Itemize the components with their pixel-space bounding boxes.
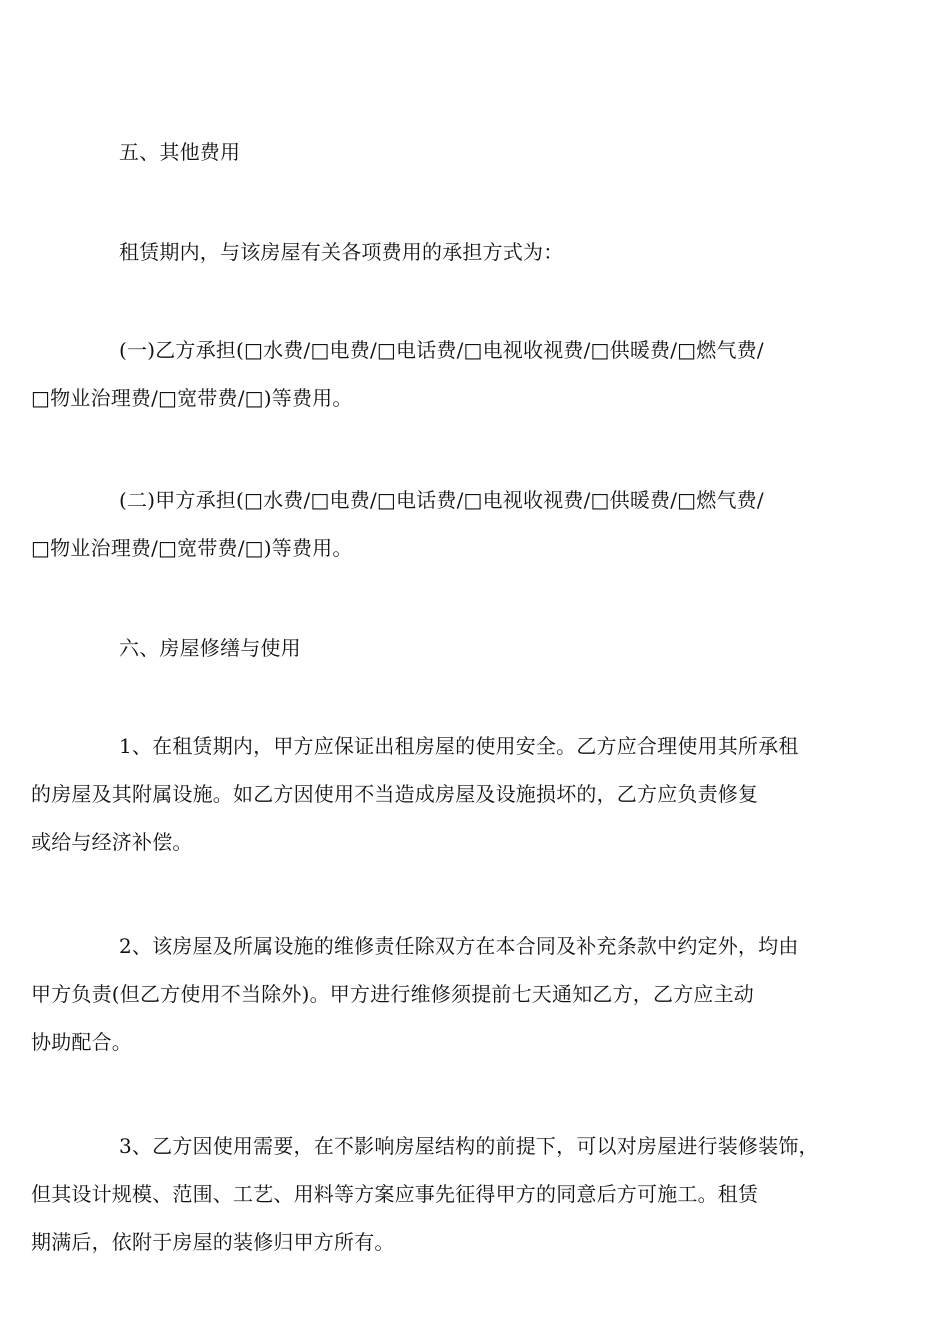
paragraph-line: □物业治理费/□宽带费/□)等费用。 xyxy=(31,386,353,410)
paragraph-clause-1 xyxy=(31,722,885,866)
paragraph-line: □物业治理费/□宽带费/□)等费用。 xyxy=(31,536,353,560)
paragraph-line: 期满后，依附于房屋的装修归甲方所有。 xyxy=(31,1230,395,1254)
paragraph-clause-2 xyxy=(31,922,885,1066)
paragraph-tenant-fees xyxy=(31,326,885,422)
paragraph-line: 租赁期内，与该房屋有关各项费用的承担方式为： xyxy=(119,240,564,264)
paragraph-clause-3 xyxy=(31,1122,885,1266)
paragraph-line: 甲方负责(但乙方使用不当除外)。甲方进行维修须提前七天通知乙方，乙方应主动 xyxy=(31,982,755,1006)
paragraph-line: (二)甲方承担(□水费/□电费/□电话费/□电视收视费/□供暖费/□燃气费/ xyxy=(119,488,764,512)
heading-text: 五、其他费用 xyxy=(119,140,241,164)
paragraph-line: (一)乙方承担(□水费/□电费/□电话费/□电视收视费/□供暖费/□燃气费/ xyxy=(119,338,764,362)
paragraph-fee-intro xyxy=(75,228,885,276)
paragraph-line: 协助配合。 xyxy=(31,1030,132,1054)
paragraph-line: 2、该房屋及所属设施的维修责任除双方在本合同及补充条款中约定外，均由 xyxy=(119,934,799,958)
section-heading-other-fees xyxy=(75,128,885,176)
paragraph-line: 或给与经济补偿。 xyxy=(31,830,193,854)
paragraph-landlord-fees xyxy=(31,476,885,572)
paragraph-line: 1、在租赁期内，甲方应保证出租房屋的使用安全。乙方应合理使用其所承租 xyxy=(119,734,799,758)
paragraph-line: 的房屋及其附属设施。如乙方因使用不当造成房屋及设施损坏的，乙方应负责修复 xyxy=(31,782,759,806)
paragraph-line: 3、乙方因使用需要，在不影响房屋结构的前提下，可以对房屋进行装修装饰， xyxy=(119,1134,819,1158)
section-heading-repair-use xyxy=(75,624,885,672)
heading-text: 六、房屋修缮与使用 xyxy=(119,636,301,660)
paragraph-line: 但其设计规模、范围、工艺、用料等方案应事先征得甲方的同意后方可施工。租赁 xyxy=(31,1182,759,1206)
